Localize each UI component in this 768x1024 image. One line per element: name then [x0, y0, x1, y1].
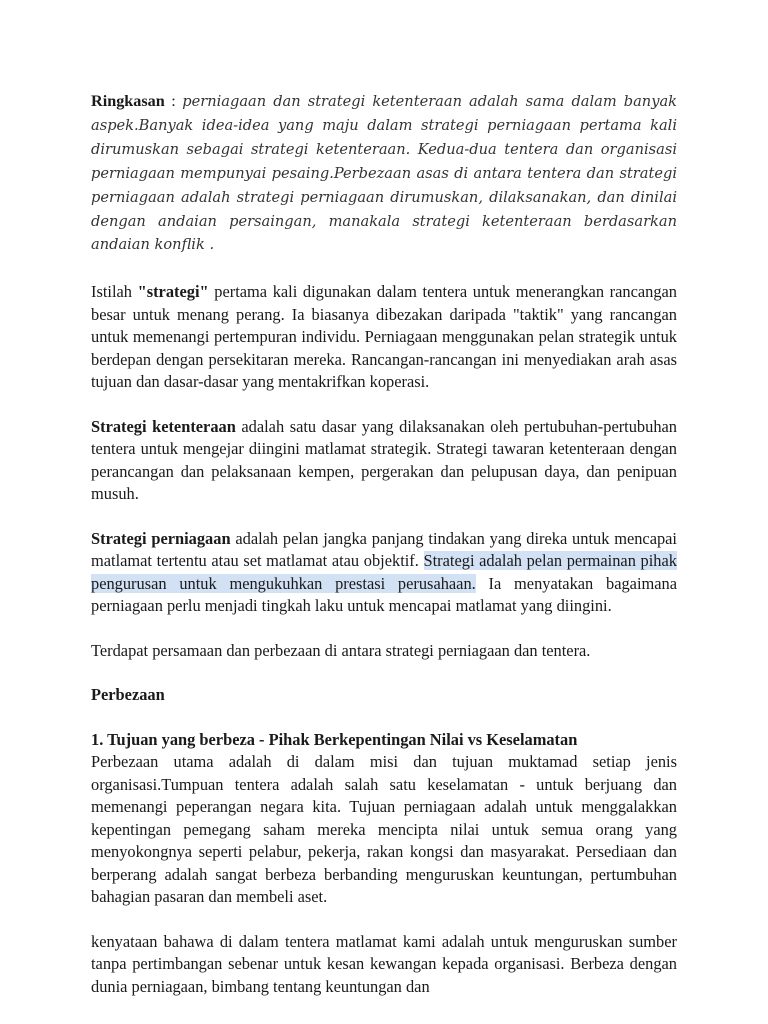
- paragraph-business-strategy: [91, 528, 677, 618]
- paragraph-strategi-definition: [91, 281, 677, 394]
- p3-bold-term: Strategi perniagaan: [91, 528, 231, 548]
- summary-separator: :: [164, 92, 183, 110]
- paragraph-military-strategy: [91, 416, 677, 506]
- p1-pre: Istilah: [91, 282, 138, 302]
- p3-post: Ia menyatakan bagaimana perniagaan perlu menjadi tingkah laku untuk mencapai matlamat yang diingini.: [91, 573, 678, 616]
- selected-text-highlight[interactable]: Strategi adalah pelan permainan pihak pengurusan untuk mengukuhkan prestasi perusahaan.: [91, 551, 677, 593]
- summary-text: perniagaan dan strategi ketenteraan adalah sama dalam banyak aspek.Banyak idea-idea yang maju dalam strategi perniagaan pertama kali dirumuskan sebagai strategi ketenteraan. Kedua-dua tentera dan organisasi perniagaan mempunyai pesaing.Perbezaan asas di antara tentera dan strategi perniagaan adalah strategi perniagaan dirumuskan, dilaksanakan, dan dinilai dengan andaian persaingan, manakala strategi ketenteraan berdasarkan andaian konflik .: [91, 93, 677, 254]
- p2-bold-term: Strategi ketenteraan: [91, 416, 236, 436]
- p1-post: pertama kali digunakan dalam tentera untuk menerangkan rancangan besar untuk menang perang. Ia biasanya dibezakan daripada "taktik" yang rancangan untuk memenangi pertempuran individu. Perniagaan menggunakan pelan strategik untuk berdepan dengan persekitaran mereka. Rancangan-rancangan ini menyediakan arah asas tujuan dan dasar-dasar yang mentakrifkan koperasi.: [91, 282, 677, 392]
- paragraph-military-goal: kenyataan bahawa di dalam tentera matlamat kami adalah untuk menguruskan sumber tanpa pertimbangan sebenar untuk kesan kewangan kepada organisasi. Berbeza dengan dunia perniagaan, bimbang tentang keuntungan dan: [91, 931, 677, 996]
- heading-different-purpose: 1. Tujuan yang berbeza - Pihak Berkepentingan Nilai vs Keselamatan: [91, 729, 578, 749]
- p2-post: adalah satu dasar yang dilaksanakan oleh pertubuhan-pertubuhan tentera untuk mengejar diingini matlamat strategik. Strategi tawaran ketenteraan dengan perancangan dan pelaksanaan kempen, pergerakan dan pelupusan daya, dan penipuan musuh.: [91, 416, 677, 504]
- heading-perbezaan: Perbezaan: [91, 685, 165, 705]
- paragraph-similarities: Terdapat persamaan dan perbezaan di antara strategi perniagaan dan tentera.: [91, 640, 591, 660]
- summary-label: Ringkasan: [91, 92, 165, 110]
- summary-paragraph: [91, 90, 677, 257]
- paragraph-main-difference: Perbezaan utama adalah di dalam misi dan tujuan muktamad setiap jenis organisasi.Tumpuan tentera adalah salah satu keselamatan - untuk berjuang dan memenangi peperangan negara kita. Tujuan perniagaan adalah untuk menggalakkan kepentingan pemegang saham mereka mencipta nilai untuk semua orang yang menyokongnya seperti pelabur, pekerja, rakan kongsi dan masyarakat. Persediaan dan berperang adalah sangat berbeza berbanding menguruskan keuntungan, pertumbuhan bahagian pasaran dan membeli aset.: [91, 752, 677, 907]
- p1-bold-term: "strategi": [137, 282, 209, 302]
- p3-mid: adalah pelan jangka panjang tindakan yang direka untuk mencapai matlamat tertentu atau set matlamat atau objektif.: [91, 528, 677, 571]
